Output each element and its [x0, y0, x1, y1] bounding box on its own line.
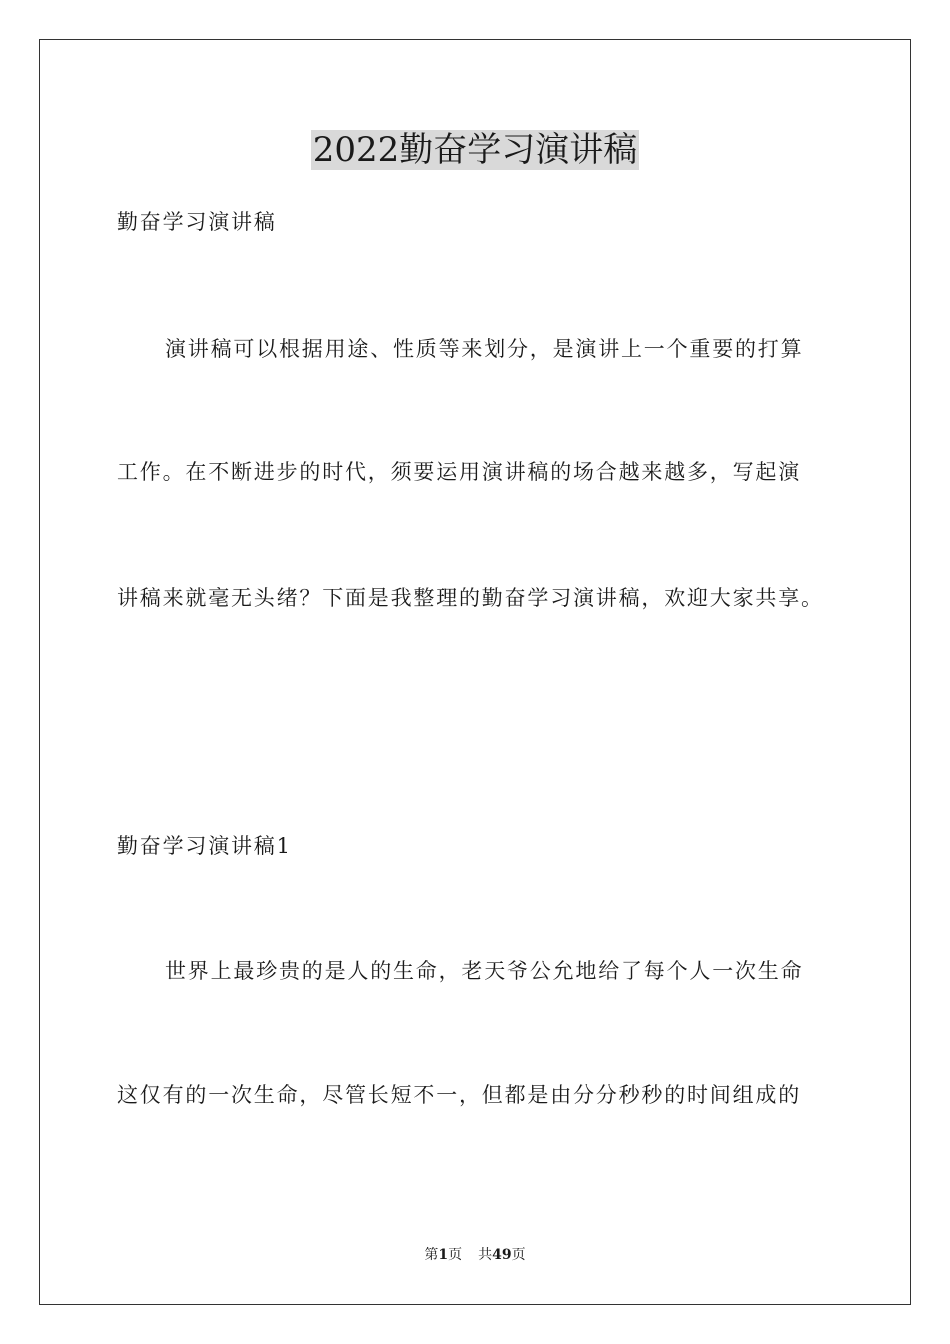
document-title-text: 2022勤奋学习演讲稿 — [312, 130, 638, 170]
total-pages: 49 — [492, 1247, 512, 1263]
paragraph-line: 这仅有的一次生命，尽管长短不一，但都是由分分秒秒的时间组成的 — [117, 1083, 801, 1107]
paragraph-line: 讲稿来就毫无头绪？下面是我整理的勤奋学习演讲稿，欢迎大家共享。 — [117, 586, 824, 610]
paragraph-line: 世界上最珍贵的是人的生命，老天爷公允地给了每个人一次生命 — [165, 959, 804, 983]
document-title — [0, 128, 950, 172]
page-suffix: 页 — [448, 1247, 463, 1263]
section-heading: 勤奋学习演讲稿 — [117, 210, 277, 234]
paragraph-line: 演讲稿可以根据用途、性质等来划分，是演讲上一个重要的打算 — [165, 337, 804, 361]
page-number: 1 — [438, 1247, 449, 1263]
total-prefix: 共 — [478, 1247, 493, 1263]
section-heading: 勤奋学习演讲稿1 — [117, 834, 292, 858]
total-suffix: 页 — [511, 1247, 526, 1263]
page-footer — [0, 1245, 950, 1265]
paragraph-line: 工作。在不断进步的时代，须要运用演讲稿的场合越来越多，写起演 — [117, 460, 801, 484]
page-prefix: 第 — [424, 1247, 439, 1263]
